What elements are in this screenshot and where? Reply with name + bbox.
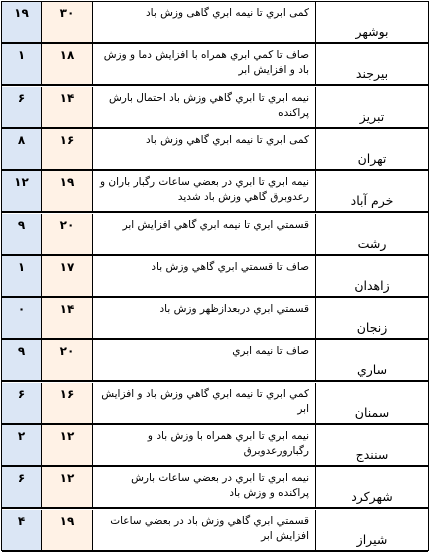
weather-description: نیمه ابري تا ابري در بعضي ساعات رگبار باران و رعدوبرق گاهي وزش باد شديد	[100, 176, 309, 204]
table-row	[2, 340, 428, 382]
city-name: سمنان	[354, 404, 390, 420]
max-temp: ۱۸	[59, 48, 75, 63]
max-temp-cell	[42, 467, 93, 507]
min-temp-cell	[2, 467, 42, 507]
weather-description: نیمه ابري تا ابري در بعضي ساعات بارش پراكنده و وزش باد	[131, 472, 309, 500]
city-cell	[316, 214, 428, 254]
table-row	[2, 383, 428, 425]
weather-description: قسمتي ابري تا نیمه ابري گاهي افزايش ابر	[122, 218, 309, 231]
min-temp-cell	[2, 383, 42, 423]
city-cell	[316, 129, 428, 169]
min-temp-cell	[2, 425, 42, 465]
min-temp: ۶	[17, 386, 26, 401]
weather-description: نیمه ابري تا ابري گاهي وزش باد احتمال بارش پراكنده	[108, 91, 309, 119]
description-cell	[93, 171, 316, 211]
min-temp: ۲	[17, 429, 26, 443]
min-temp: ۹	[17, 344, 26, 359]
description-cell	[93, 256, 316, 296]
max-temp: ۱۲	[59, 471, 75, 486]
max-temp-cell	[42, 44, 93, 84]
max-temp-cell	[42, 256, 93, 296]
max-temp: ۱۷	[59, 259, 75, 274]
max-temp: ۲۰	[59, 217, 75, 232]
table-row	[2, 2, 428, 44]
city-cell	[316, 383, 428, 423]
table-row	[2, 467, 428, 509]
city-cell	[316, 87, 428, 127]
city-cell	[316, 425, 428, 465]
max-temp: ۱۹	[59, 175, 75, 190]
city-name: خرم آباد	[350, 193, 394, 209]
weather-description: نیمه ابري تا ابري همراه با وزش باد و رگبارورعدوبرق	[147, 430, 309, 457]
city-name: شیراز	[356, 531, 388, 547]
city-name: ساري	[356, 362, 388, 378]
city-cell	[316, 44, 428, 84]
table-row	[2, 256, 428, 298]
min-temp: ۱	[17, 48, 26, 63]
max-temp-cell	[42, 129, 93, 169]
min-temp-cell	[2, 298, 42, 338]
city-cell	[316, 298, 428, 338]
max-temp-cell	[42, 214, 93, 254]
weather-description: کمی ابري تا نیمه ابري گاهی وزش باد	[145, 7, 309, 19]
city-cell	[316, 340, 428, 380]
table-row	[2, 44, 428, 86]
description-cell	[93, 425, 316, 465]
max-temp-cell	[42, 171, 93, 211]
description-cell	[93, 298, 316, 338]
min-temp-cell	[2, 2, 42, 42]
min-temp: ۶	[17, 471, 26, 486]
description-cell	[93, 467, 316, 507]
min-temp-cell	[2, 340, 42, 380]
city-name: تبریز	[359, 108, 385, 124]
weather-description: صاف تا نيمه ابري	[232, 345, 309, 358]
table-row	[2, 510, 428, 552]
weather-forecast-table	[1, 1, 429, 551]
max-temp-cell	[42, 510, 93, 550]
city-name: رشت	[357, 235, 387, 251]
max-temp: ۱۶	[59, 132, 75, 147]
weather-description: صاف تا قسمتي ابري گاهي وزش باد	[151, 260, 309, 273]
min-temp-cell	[2, 214, 42, 254]
city-name: بیرجند	[355, 66, 389, 82]
min-temp-cell	[2, 87, 42, 127]
min-temp: ۴	[17, 513, 26, 528]
table-row	[2, 298, 428, 340]
weather-description: کمي ابري تا نیمه ابري گاهي وزش باد و افزايش ابر	[101, 387, 309, 415]
description-cell	[93, 214, 316, 254]
table-row	[2, 129, 428, 171]
max-temp-cell	[42, 87, 93, 127]
max-temp-cell	[42, 2, 93, 42]
city-name: تهران	[357, 150, 387, 166]
max-temp: ۲۰	[59, 344, 75, 359]
description-cell	[93, 129, 316, 169]
weather-description: قسمتي ابري گاهي وزش باد در بعضي ساعات افزايش ابر	[110, 514, 309, 542]
min-temp: ۹	[17, 217, 26, 232]
description-cell	[93, 340, 316, 380]
min-temp-cell	[2, 256, 42, 296]
city-name: سنندج	[355, 447, 389, 462]
description-cell	[93, 44, 316, 84]
max-temp: ۱۴	[59, 90, 75, 105]
weather-description: کمی ابري تا نیمه ابري گاهي وزش باد	[145, 133, 309, 146]
max-temp: ۱۶	[59, 386, 75, 401]
city-cell	[316, 256, 428, 296]
description-cell	[93, 383, 316, 423]
min-temp-cell	[2, 129, 42, 169]
max-temp: ۱۴	[59, 302, 75, 317]
max-temp-cell	[42, 298, 93, 338]
weather-description: صاف تا کمي ابري همراه با افزايش دما و وزش باد و افزايش ابر	[103, 49, 309, 77]
max-temp-cell	[42, 340, 93, 380]
min-temp: ۸	[17, 132, 26, 147]
min-temp: ۰	[17, 302, 26, 317]
city-name: شهرکرد	[351, 489, 393, 505]
max-temp-cell	[42, 383, 93, 423]
table-row	[2, 171, 428, 213]
city-name: بوشهر	[355, 24, 389, 39]
max-temp-cell	[42, 425, 93, 465]
min-temp: ۶	[17, 90, 26, 105]
max-temp: ۱۲	[59, 429, 75, 443]
min-temp-cell	[2, 510, 42, 550]
table-row	[2, 87, 428, 129]
description-cell	[93, 2, 316, 42]
max-temp: ۳۰	[59, 6, 75, 20]
city-cell	[316, 2, 428, 42]
min-temp: ۱۲	[14, 175, 29, 190]
city-cell	[316, 510, 428, 550]
table-row	[2, 425, 428, 467]
city-name: زاهدان	[354, 277, 390, 293]
min-temp-cell	[2, 44, 42, 84]
description-cell	[93, 510, 316, 550]
min-temp-cell	[2, 171, 42, 211]
city-name: زنجان	[356, 320, 388, 336]
weather-description: قسمتي ابري دربعدازظهر وزش باد	[159, 303, 309, 316]
description-cell	[93, 87, 316, 127]
city-cell	[316, 171, 428, 211]
max-temp: ۱۹	[59, 513, 75, 528]
min-temp: ۱۹	[14, 6, 29, 20]
table-row	[2, 214, 428, 256]
min-temp: ۱	[17, 259, 26, 274]
city-cell	[316, 467, 428, 507]
